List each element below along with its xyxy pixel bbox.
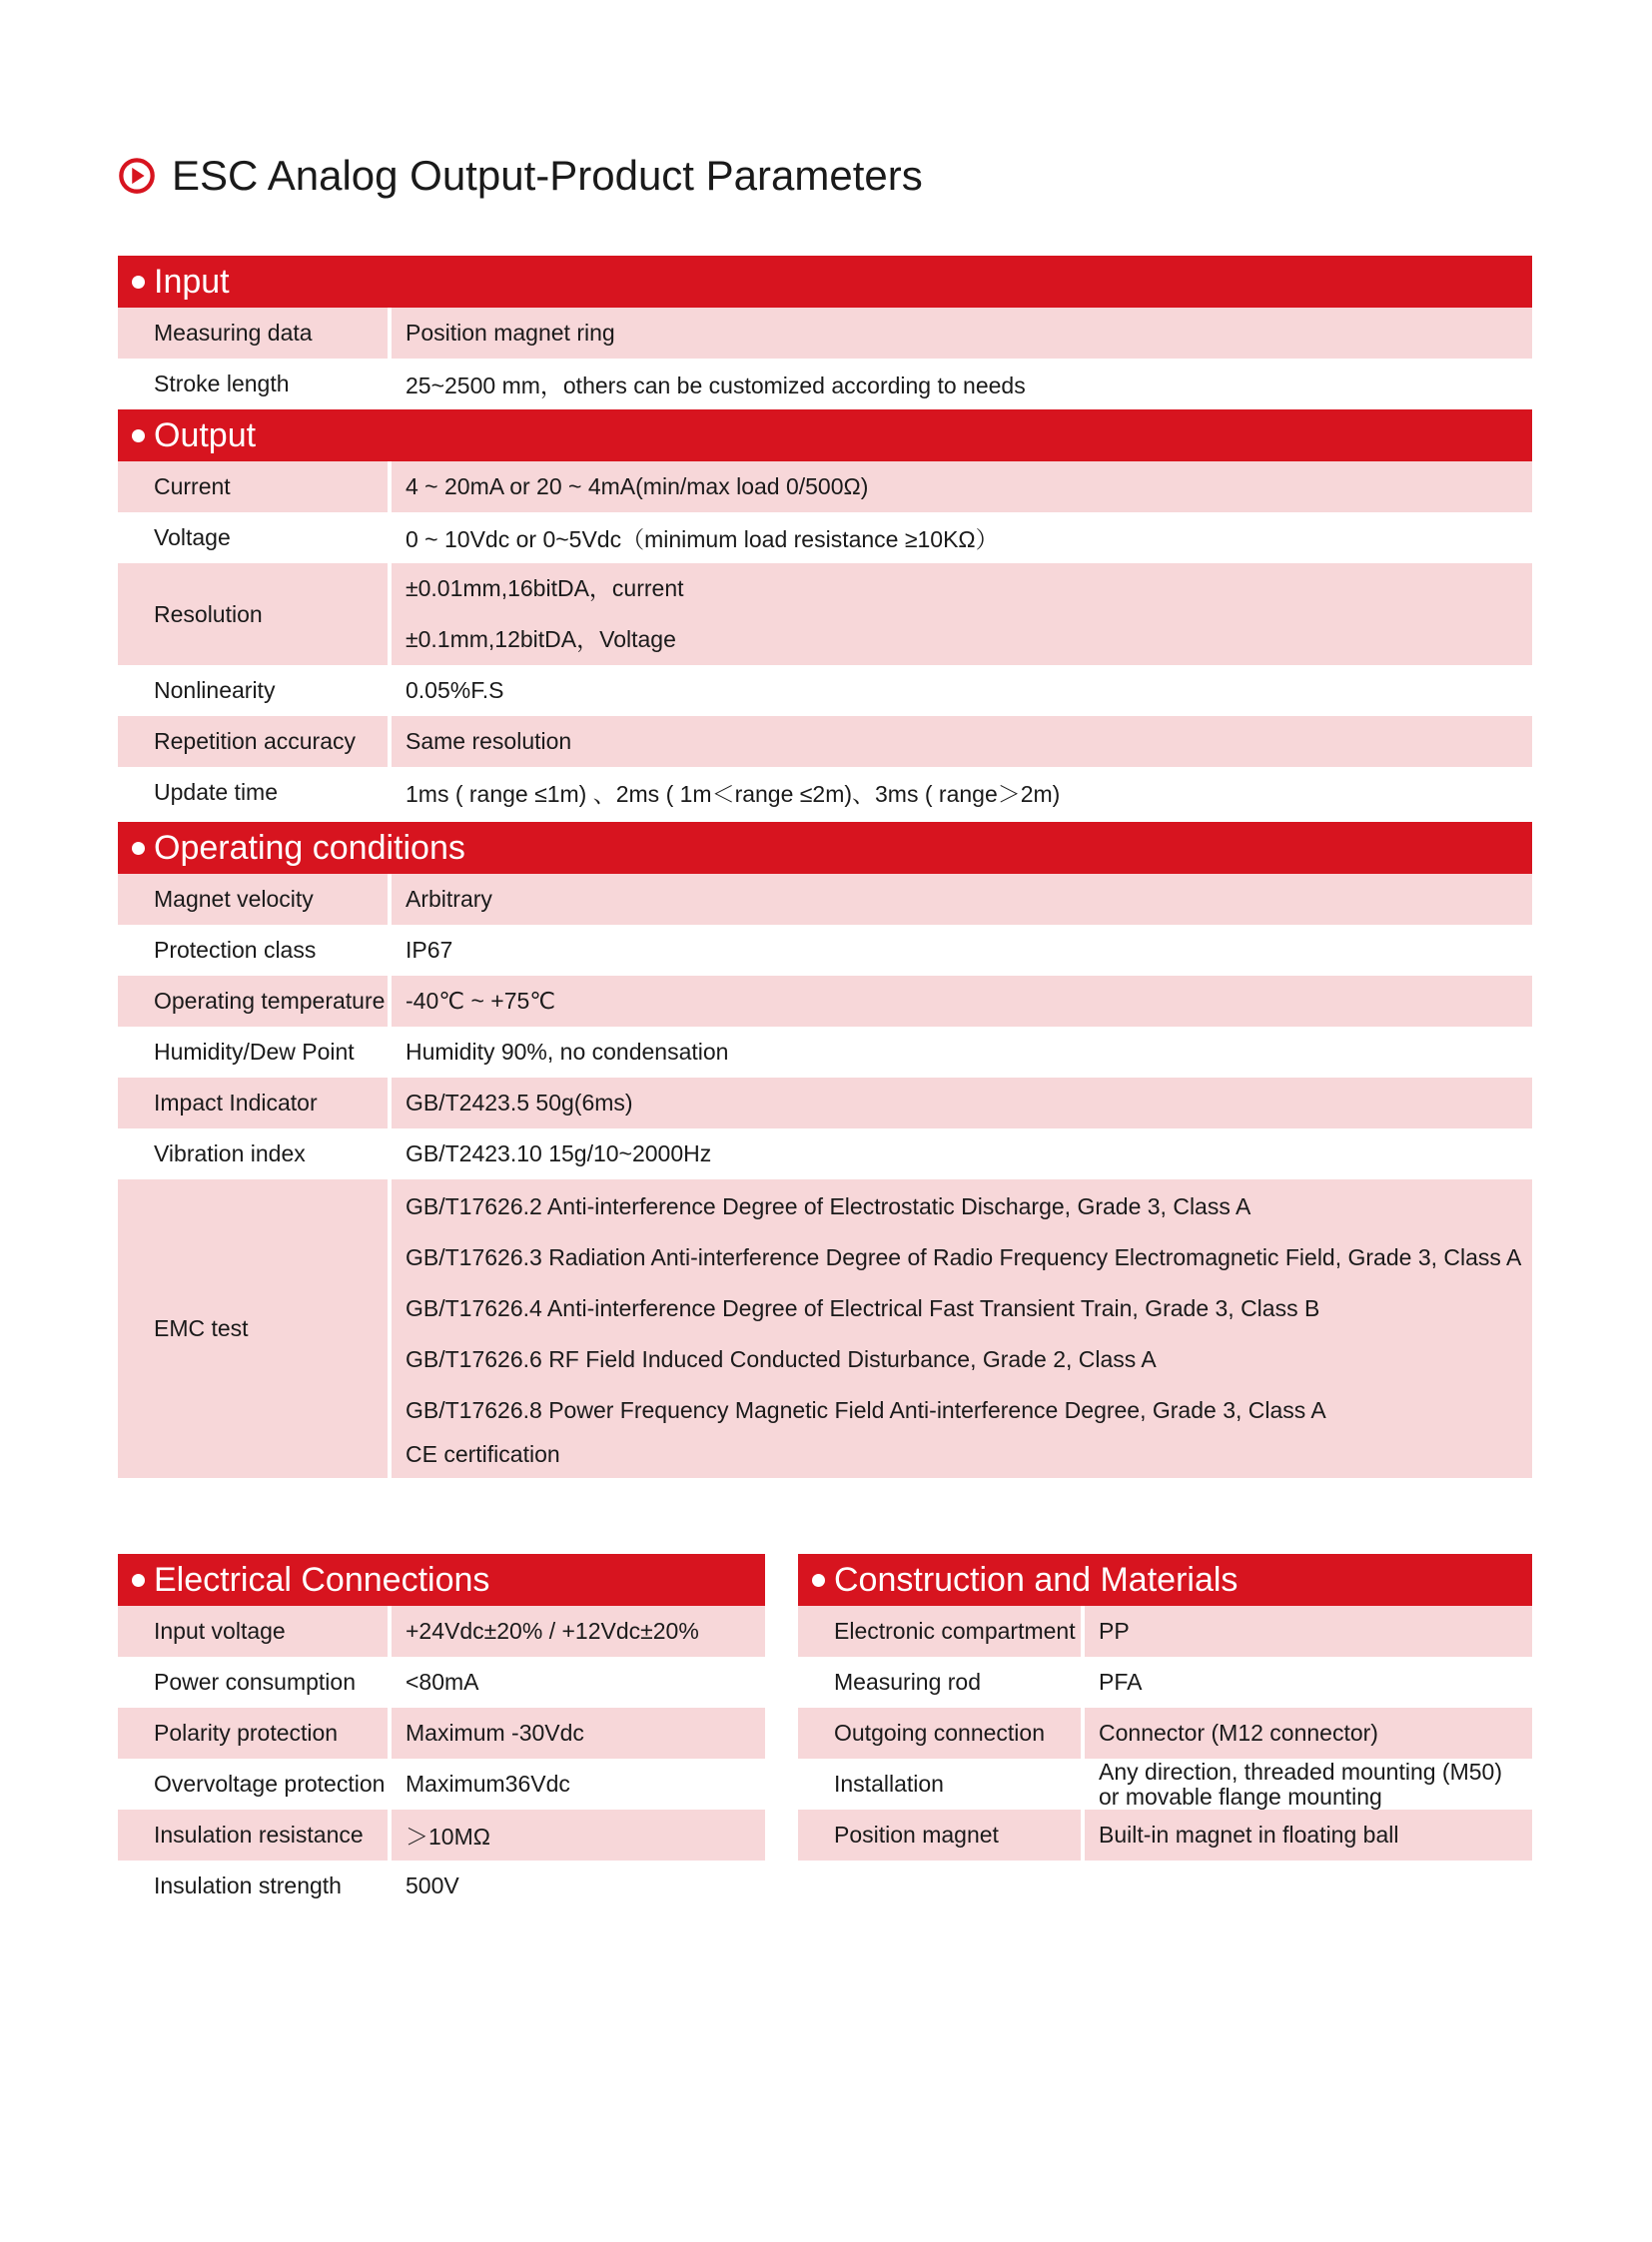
- emc-line: GB/T17626.4 Anti-interference Degree of Electrical Fast Transient Train, Grade 3, Class B: [406, 1295, 1320, 1321]
- table-row: [118, 359, 1532, 409]
- table-row: [118, 976, 1532, 1027]
- bullet-icon: [812, 1574, 825, 1587]
- table-row: [118, 716, 1532, 767]
- param-label: Outgoing connection: [798, 1708, 1083, 1759]
- table-row: [118, 1606, 765, 1657]
- param-value: Maximum -30Vdc: [390, 1708, 765, 1759]
- param-value: 25~2500 mm，others can be customized according to needs: [390, 359, 1532, 409]
- param-value: GB/T2423.10 15g/10~2000Hz: [390, 1128, 1532, 1179]
- param-value: [390, 1179, 1532, 1478]
- electrical-heading-text: Electrical Connections: [154, 1560, 490, 1599]
- table-row: [118, 1810, 765, 1861]
- table-row: [798, 1759, 1532, 1810]
- operating-section: [118, 822, 1532, 1478]
- table-row: [118, 1759, 765, 1810]
- param-label: Resolution: [118, 563, 390, 665]
- table-row: [118, 461, 1532, 512]
- table-row: [118, 874, 1532, 925]
- input-table: [118, 308, 1532, 409]
- param-label: Voltage: [118, 512, 390, 563]
- param-label: Humidity/Dew Point: [118, 1027, 390, 1078]
- param-label: Electronic compartment: [798, 1606, 1083, 1657]
- table-row: [118, 563, 1532, 665]
- input-heading-text: Input: [154, 262, 230, 301]
- table-row: [118, 1027, 1532, 1078]
- param-label: Vibration index: [118, 1128, 390, 1179]
- param-label: Overvoltage protection: [118, 1759, 390, 1810]
- construction-heading-text: Construction and Materials: [834, 1560, 1239, 1599]
- bullet-icon: [132, 842, 145, 855]
- param-value: [1083, 1759, 1532, 1810]
- emc-line: GB/T17626.2 Anti-interference Degree of Electrostatic Discharge, Grade 3, Class A: [406, 1193, 1251, 1219]
- table-row: [798, 1810, 1532, 1861]
- param-value: 0 ~ 10Vdc or 0~5Vdc（minimum load resistance ≥10KΩ）: [390, 512, 1532, 563]
- page-title: [118, 148, 923, 204]
- table-row: [118, 1128, 1532, 1179]
- param-label: Position magnet: [798, 1810, 1083, 1861]
- table-row: [118, 1078, 1532, 1128]
- param-label: Insulation resistance: [118, 1810, 390, 1861]
- param-label: Input voltage: [118, 1606, 390, 1657]
- electrical-table: [118, 1606, 765, 1911]
- table-row: [118, 665, 1532, 716]
- param-label: Repetition accuracy: [118, 716, 390, 767]
- emc-line: GB/T17626.8 Power Frequency Magnetic Field Anti-interference Degree, Grade 3, Class A: [406, 1397, 1326, 1423]
- param-label: Measuring rod: [798, 1657, 1083, 1708]
- table-row: [798, 1708, 1532, 1759]
- param-value: <80mA: [390, 1657, 765, 1708]
- param-label: Installation: [798, 1759, 1083, 1810]
- output-heading: [118, 409, 1532, 461]
- table-row: [118, 1708, 765, 1759]
- param-label: Operating temperature: [118, 976, 390, 1027]
- output-section: [118, 409, 1532, 818]
- construction-heading: [798, 1554, 1532, 1606]
- output-heading-text: Output: [154, 415, 257, 454]
- param-label: Power consumption: [118, 1657, 390, 1708]
- table-row: [798, 1657, 1532, 1708]
- table-row: [118, 308, 1532, 359]
- bullet-icon: [132, 276, 145, 289]
- param-label: EMC test: [118, 1179, 390, 1478]
- operating-heading-text: Operating conditions: [154, 828, 465, 867]
- param-value: 500V: [390, 1861, 765, 1911]
- param-value: Maximum36Vdc: [390, 1759, 765, 1810]
- table-row: [118, 1861, 765, 1911]
- page-title-text: ESC Analog Output-Product Parameters: [172, 152, 923, 199]
- construction-table: [798, 1606, 1532, 1861]
- installation-line: or movable flange mounting: [1099, 1783, 1382, 1810]
- table-row: [118, 512, 1532, 563]
- param-value: -40℃ ~ +75℃: [390, 976, 1532, 1027]
- param-label: Nonlinearity: [118, 665, 390, 716]
- param-value: Same resolution: [390, 716, 1532, 767]
- output-table: [118, 461, 1532, 818]
- param-value: 0.05%F.S: [390, 665, 1532, 716]
- param-label: Polarity protection: [118, 1708, 390, 1759]
- bullet-icon: [132, 429, 145, 442]
- param-label: Current: [118, 461, 390, 512]
- param-value: +24Vdc±20% / +12Vdc±20%: [390, 1606, 765, 1657]
- input-section: [118, 256, 1532, 409]
- emc-line: GB/T17626.6 RF Field Induced Conducted Disturbance, Grade 2, Class A: [406, 1346, 1157, 1372]
- param-value: PFA: [1083, 1657, 1532, 1708]
- param-value: Connector (M12 connector): [1083, 1708, 1532, 1759]
- electrical-section: [118, 1554, 765, 1911]
- param-value: IP67: [390, 925, 1532, 976]
- bullet-icon: [132, 1574, 145, 1587]
- table-row: [118, 1179, 1532, 1478]
- param-value: Arbitrary: [390, 874, 1532, 925]
- param-label: Impact Indicator: [118, 1078, 390, 1128]
- param-label: Magnet velocity: [118, 874, 390, 925]
- param-label: Insulation strength: [118, 1861, 390, 1911]
- operating-table: [118, 874, 1532, 1478]
- emc-line: CE certification: [406, 1441, 560, 1467]
- construction-section: [798, 1554, 1532, 1861]
- resolution-line: ±0.1mm,12bitDA，Voltage: [406, 626, 676, 652]
- operating-heading: [118, 822, 1532, 874]
- play-circle-icon: [118, 157, 156, 195]
- electrical-heading: [118, 1554, 765, 1606]
- param-value: Built-in magnet in floating ball: [1083, 1810, 1532, 1861]
- param-value: Humidity 90%, no condensation: [390, 1027, 1532, 1078]
- param-value: 4 ~ 20mA or 20 ~ 4mA(min/max load 0/500Ω): [390, 461, 1532, 512]
- param-value: Position magnet ring: [390, 308, 1532, 359]
- input-heading: [118, 256, 1532, 308]
- param-value: PP: [1083, 1606, 1532, 1657]
- param-value: GB/T2423.5 50g(6ms): [390, 1078, 1532, 1128]
- resolution-line: ±0.01mm,16bitDA，current: [406, 575, 684, 601]
- param-value: [390, 563, 1532, 665]
- param-value: ＞10MΩ: [390, 1810, 765, 1861]
- table-row: [118, 767, 1532, 818]
- param-value: 1ms ( range ≤1m) 、2ms ( 1m＜range ≤2m)、3ms ( range＞2m): [390, 767, 1532, 818]
- table-row: [798, 1606, 1532, 1657]
- table-row: [118, 1657, 765, 1708]
- param-label: Stroke length: [118, 359, 390, 409]
- param-label: Update time: [118, 767, 390, 818]
- table-row: [118, 925, 1532, 976]
- param-label: Protection class: [118, 925, 390, 976]
- param-label: Measuring data: [118, 308, 390, 359]
- emc-line: GB/T17626.3 Radiation Anti-interference Degree of Radio Frequency Electromagnetic Field, Grade 3, Class A: [406, 1244, 1522, 1270]
- installation-line: Any direction, threaded mounting (M50): [1099, 1758, 1502, 1785]
